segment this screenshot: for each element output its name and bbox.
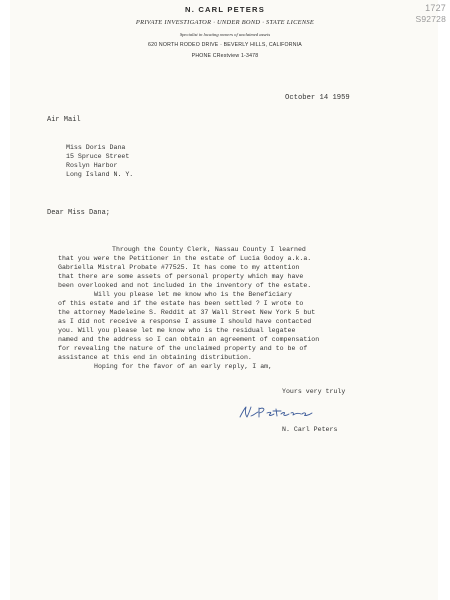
delivery-method: Air Mail — [47, 116, 81, 124]
letterhead-address: 620 NORTH RODEO DRIVE · BEVERLY HILLS, CALIFORNIA — [148, 42, 302, 48]
archive-annotation: 1727 — [425, 3, 446, 13]
body-line: Hoping for the favor of an early reply, I am, — [94, 363, 273, 370]
body-line: assistance at this end in obtaining distribution. — [58, 354, 252, 361]
body-line: of this estate and if the estate has been settled ? I wrote to — [58, 300, 304, 307]
handwritten-signature — [237, 404, 315, 420]
recipient-line: Miss Doris Dana — [66, 144, 126, 151]
body-line: as I did not receive a response I assume I should have contacted — [58, 318, 312, 325]
closing: Yours very truly — [282, 388, 346, 395]
recipient-line: Roslyn Harbor — [66, 162, 118, 169]
body-line: you. Will you please let me know who is the residual legatee — [58, 327, 296, 334]
body-line: Gabriella Mistral Probate #77525. It has come to my attention — [58, 264, 300, 271]
body-line: Will you please let me know who is the Beneficiary — [94, 291, 292, 298]
printed-signature: N. Carl Peters — [282, 426, 338, 433]
letterhead-tagline: PRIVATE INVESTIGATOR · UNDER BOND · STATE LICENSE — [135, 19, 315, 26]
letter-date: October 14 1959 — [285, 94, 350, 102]
body-line: that you were the Petitioner in the estate of Lucia Godoy a.k.a. — [58, 255, 312, 262]
recipient-line: Long Island N. Y. — [66, 171, 134, 178]
body-line: the attorney Madeleine S. Reddit at 37 Wall Street New York 5 but — [58, 309, 316, 316]
body-line: that there are some assets of personal property which may have — [58, 273, 304, 280]
body-line: Through the County Clerk, Nassau County I learned — [112, 246, 306, 253]
letterhead-phone: PHONE CRestview 1-3478 — [191, 53, 259, 59]
letterhead-specialty: Specialist in locating owners of unclaimed assets — [179, 32, 271, 37]
body-line: been overlooked and not included in the inventory of the estate. — [58, 282, 312, 289]
recipient-line: 15 Spruce Street — [66, 153, 130, 160]
salutation: Dear Miss Dana; — [47, 209, 111, 217]
body-line: named and the address so I can obtain an agreement of compensation — [58, 336, 320, 343]
letterhead-name: N. CARL PETERS — [185, 5, 265, 14]
body-line: for revealing the nature of the unclaimed property and to be of — [58, 345, 308, 352]
archive-annotation: S92728 — [415, 14, 446, 24]
